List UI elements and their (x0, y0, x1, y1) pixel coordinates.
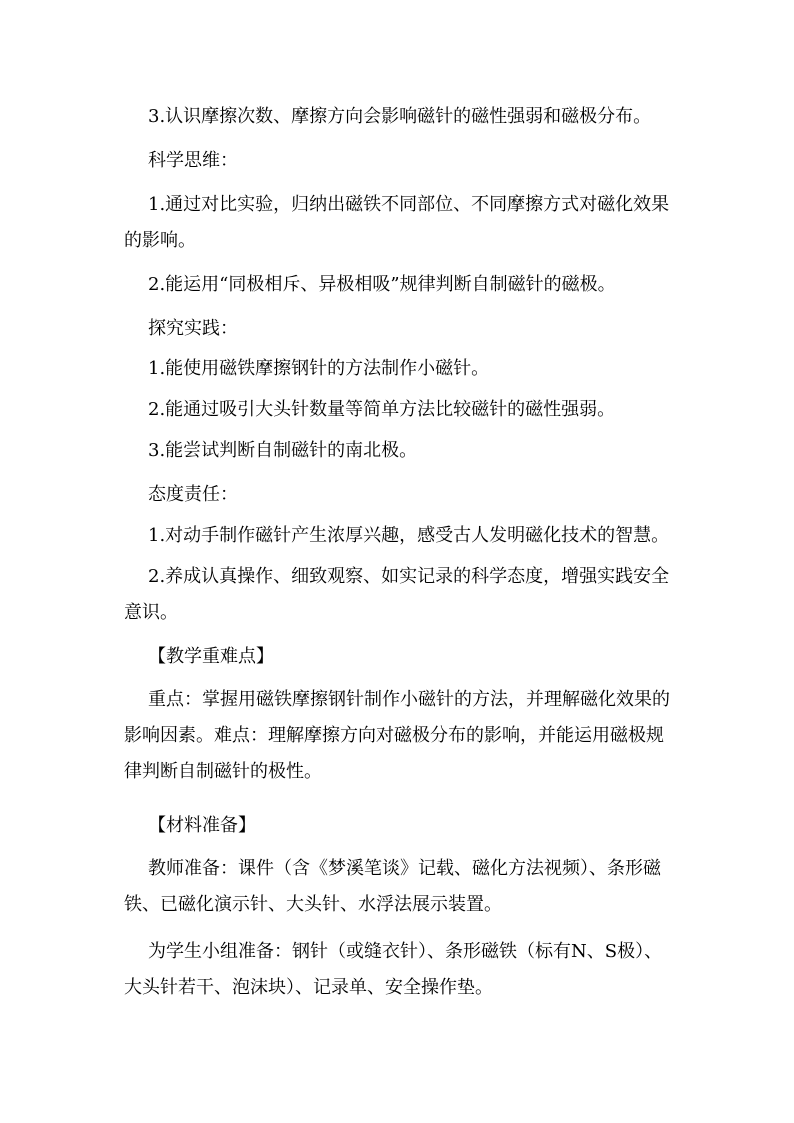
heading-attitude-responsibility (124, 477, 676, 513)
paragraph-text: 【教学重难点】 (148, 646, 274, 667)
paragraph-thinking-2 (124, 267, 676, 303)
paragraph-text: 探究实践： (148, 318, 238, 339)
paragraph-text: 1.能使用磁铁摩擦钢针的方法制作小磁针。 (148, 358, 490, 379)
paragraph-text: 1.通过对比实验，归纳出磁铁不同部位、不同摩擦方式对磁化效果的影响。 (124, 194, 670, 251)
paragraph-practice-1 (124, 351, 676, 387)
paragraph-text: 重点：掌握用磁铁摩擦钢针制作小磁针的方法，并理解磁化效果的影响因素。难点：理解摩擦方向对磁极分布的影响，并能运用磁极规律判断自制磁针的极性。 (124, 689, 670, 782)
heading-scientific-thinking (124, 143, 676, 179)
paragraph-text: 态度责任： (148, 484, 238, 505)
section-heading-key-difficult-points (124, 639, 676, 675)
paragraph-text: 1.对动手制作磁针产生浓厚兴趣，感受古人发明磁化技术的智慧。 (148, 525, 670, 546)
paragraph-attitude-1 (124, 518, 676, 554)
paragraph-practice-2 (124, 392, 676, 428)
paragraph-text: 【材料准备】 (148, 815, 256, 836)
paragraph-text: 教师准备：课件（含《梦溪笔谈》记载、磁化方法视频）、条形磁铁、已磁化演示针、大头针、水浮法展示装置。 (124, 858, 661, 915)
paragraph-student-materials (124, 934, 676, 1006)
paragraph-text: 3.认识摩擦次数、摩擦方向会影响磁针的磁性强弱和磁极分布。 (148, 106, 652, 127)
paragraph-practice-3 (124, 433, 676, 469)
paragraph-text: 2.能通过吸引大头针数量等简单方法比较磁针的磁性强弱。 (148, 399, 616, 420)
paragraph-key-difficult-points (124, 682, 676, 790)
paragraph-attitude-2 (124, 559, 676, 631)
heading-inquiry-practice (124, 311, 676, 347)
section-heading-materials (124, 808, 676, 844)
paragraph-thinking-1 (124, 187, 676, 259)
paragraph-goal-3 (124, 99, 676, 135)
paragraph-text: 为学生小组准备：钢针（或缝衣针）、条形磁铁（标有N、S极）、大头针若干、泡沫块）、记录单、安全操作垫。 (124, 941, 663, 998)
paragraph-teacher-materials (124, 851, 676, 923)
paragraph-text: 2.能运用“同极相斥、异极相吸”规律判断自制磁针的磁极。 (148, 274, 616, 295)
paragraph-text: 科学思维： (148, 150, 238, 171)
paragraph-text: 2.养成认真操作、细致观察、如实记录的科学态度，增强实践安全意识。 (124, 566, 670, 623)
paragraph-text: 3.能尝试判断自制磁针的南北极。 (148, 440, 418, 461)
